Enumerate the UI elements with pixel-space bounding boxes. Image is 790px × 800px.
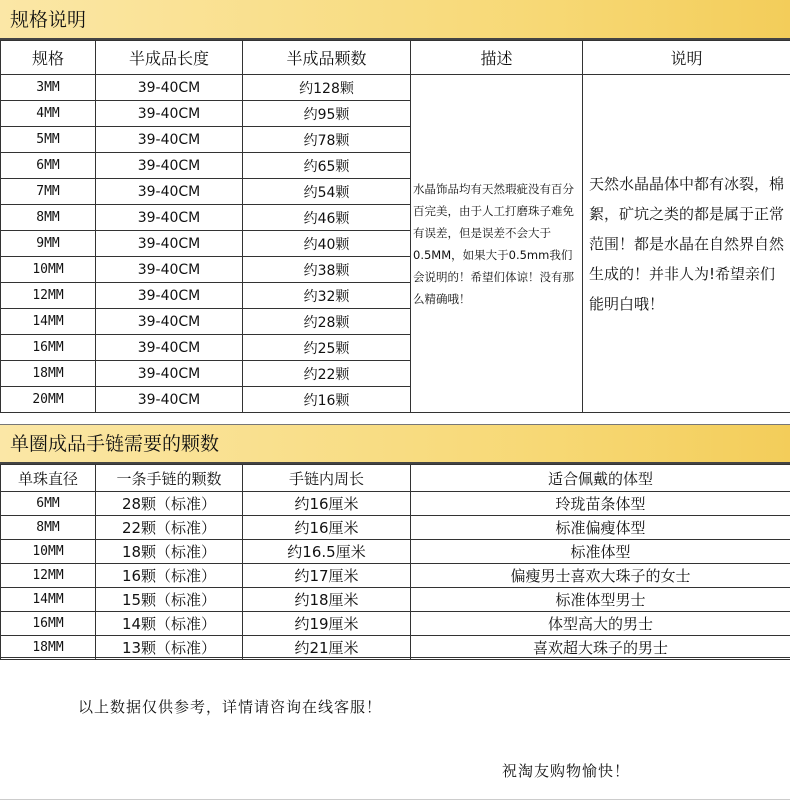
table-row xyxy=(1,75,790,101)
spec-header-count: 半成品颗数 xyxy=(243,41,411,75)
spec-header-note: 说明 xyxy=(583,41,790,75)
spec-size-cell: 10MM xyxy=(1,257,96,283)
spec-size-cell: 3MM xyxy=(1,75,96,101)
table-row xyxy=(1,564,790,588)
bracelet-size-cell: 16MM xyxy=(1,612,96,636)
spec-length-cell: 39-40CM xyxy=(96,153,243,179)
spec-count-cell: 约25颗 xyxy=(243,335,411,361)
bracelet-header-size: 单珠直径 xyxy=(1,465,96,492)
bracelet-body-cell: 喜欢超大珠子的男士 xyxy=(411,636,790,660)
spec-size-cell: 4MM xyxy=(1,101,96,127)
spec-count-cell: 约22颗 xyxy=(243,361,411,387)
spec-section-header xyxy=(0,0,790,40)
spec-size-cell: 20MM xyxy=(1,387,96,413)
bracelet-body-cell: 标准偏瘦体型 xyxy=(411,516,790,540)
bracelet-body-cell: 偏瘦男士喜欢大珠子的女士 xyxy=(411,564,790,588)
bracelet-section-header xyxy=(0,424,790,464)
spec-length-cell: 39-40CM xyxy=(96,231,243,257)
bracelet-table xyxy=(0,464,790,660)
spec-size-cell: 6MM xyxy=(1,153,96,179)
bracelet-circumference-cell: 约21厘米 xyxy=(243,636,411,660)
table-row xyxy=(1,492,790,516)
bracelet-circumference-cell: 约17厘米 xyxy=(243,564,411,588)
spec-header-size: 规格 xyxy=(1,41,96,75)
spec-size-cell: 9MM xyxy=(1,231,96,257)
spec-header-description: 描述 xyxy=(411,41,583,75)
spec-count-cell: 约16颗 xyxy=(243,387,411,413)
spec-header-length: 半成品长度 xyxy=(96,41,243,75)
spec-length-cell: 39-40CM xyxy=(96,205,243,231)
spec-length-cell: 39-40CM xyxy=(96,309,243,335)
spec-length-cell: 39-40CM xyxy=(96,179,243,205)
spec-description-cell: 水晶饰品均有天然瑕疵没有百分百完美，由于人工打磨珠子难免有误差，但是误差不会大于0.5MM，如果大于0.5mm我们会说明的！希望们体谅！没有那么精确哦！ xyxy=(411,75,583,413)
bracelet-header-body: 适合佩戴的体型 xyxy=(411,465,790,492)
spec-length-cell: 39-40CM xyxy=(96,361,243,387)
table-row xyxy=(1,612,790,636)
spec-count-cell: 约32颗 xyxy=(243,283,411,309)
bracelet-beads-cell: 15颗（标准） xyxy=(96,588,243,612)
spec-length-cell: 39-40CM xyxy=(96,283,243,309)
spec-count-cell: 约40颗 xyxy=(243,231,411,257)
spec-size-cell: 14MM xyxy=(1,309,96,335)
spec-size-cell: 16MM xyxy=(1,335,96,361)
footer-note: 以上数据仅供参考，详情请咨询在线客服！ xyxy=(78,698,383,716)
table-row xyxy=(1,636,790,660)
bracelet-size-cell: 8MM xyxy=(1,516,96,540)
bracelet-beads-cell: 28颗（标准） xyxy=(96,492,243,516)
spec-count-cell: 约28颗 xyxy=(243,309,411,335)
spec-count-cell: 约54颗 xyxy=(243,179,411,205)
bracelet-circumference-cell: 约16厘米 xyxy=(243,492,411,516)
bracelet-circumference-cell: 约16厘米 xyxy=(243,516,411,540)
spec-note-cell: 天然水晶晶体中都有冰裂，棉絮，矿坑之类的都是属于正常范围！都是水晶在自然界自然生成的！并非人为!希望亲们能明白哦！ xyxy=(583,75,790,413)
footer-wish: 祝淘友购物愉快！ xyxy=(502,762,631,780)
spec-table xyxy=(0,40,790,413)
bracelet-circumference-cell: 约18厘米 xyxy=(243,588,411,612)
table-row xyxy=(1,516,790,540)
spec-size-cell: 8MM xyxy=(1,205,96,231)
bracelet-size-cell: 12MM xyxy=(1,564,96,588)
table-row xyxy=(1,588,790,612)
spec-size-cell: 7MM xyxy=(1,179,96,205)
bracelet-circumference-cell: 约19厘米 xyxy=(243,612,411,636)
bracelet-beads-cell: 18颗（标准） xyxy=(96,540,243,564)
footer xyxy=(0,657,790,800)
bracelet-table-header-row xyxy=(1,465,790,492)
bracelet-size-cell: 10MM xyxy=(1,540,96,564)
spec-count-cell: 约78颗 xyxy=(243,127,411,153)
spec-length-cell: 39-40CM xyxy=(96,101,243,127)
spec-section-title: 规格说明 xyxy=(10,9,87,31)
bracelet-size-cell: 6MM xyxy=(1,492,96,516)
bracelet-beads-cell: 14颗（标准） xyxy=(96,612,243,636)
bracelet-beads-cell: 22颗（标准） xyxy=(96,516,243,540)
spec-count-cell: 约46颗 xyxy=(243,205,411,231)
spec-count-cell: 约128颗 xyxy=(243,75,411,101)
bracelet-beads-cell: 16颗（标准） xyxy=(96,564,243,588)
spec-table-header-row xyxy=(1,41,790,75)
bracelet-body-cell: 玲珑苗条体型 xyxy=(411,492,790,516)
bracelet-size-cell: 18MM xyxy=(1,636,96,660)
spec-size-cell: 12MM xyxy=(1,283,96,309)
bracelet-body-cell: 标准体型 xyxy=(411,540,790,564)
bracelet-body-cell: 体型高大的男士 xyxy=(411,612,790,636)
bracelet-header-circumference: 手链内周长 xyxy=(243,465,411,492)
bracelet-beads-cell: 13颗（标准） xyxy=(96,636,243,660)
spec-size-cell: 5MM xyxy=(1,127,96,153)
spec-count-cell: 约38颗 xyxy=(243,257,411,283)
table-row xyxy=(1,540,790,564)
bracelet-header-beads: 一条手链的颗数 xyxy=(96,465,243,492)
spec-length-cell: 39-40CM xyxy=(96,257,243,283)
spec-count-cell: 约65颗 xyxy=(243,153,411,179)
spec-length-cell: 39-40CM xyxy=(96,335,243,361)
spec-count-cell: 约95颗 xyxy=(243,101,411,127)
spec-length-cell: 39-40CM xyxy=(96,127,243,153)
bracelet-size-cell: 14MM xyxy=(1,588,96,612)
spec-length-cell: 39-40CM xyxy=(96,75,243,101)
bracelet-circumference-cell: 约16.5厘米 xyxy=(243,540,411,564)
spec-size-cell: 18MM xyxy=(1,361,96,387)
bracelet-section-title: 单圈成品手链需要的颗数 xyxy=(10,433,220,455)
spec-length-cell: 39-40CM xyxy=(96,387,243,413)
bracelet-body-cell: 标准体型男士 xyxy=(411,588,790,612)
